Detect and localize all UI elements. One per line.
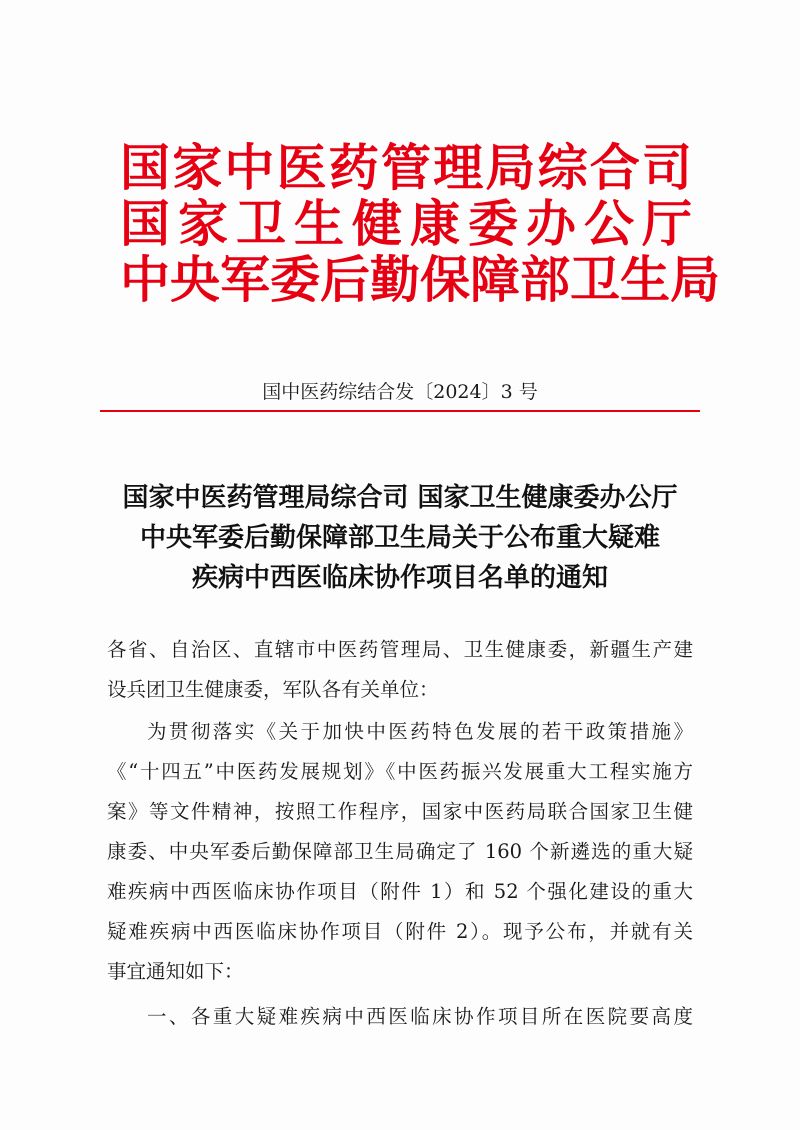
body-paragraph-line: 为贯彻落实《关于加快中医药特色发展的若干政策措施》 bbox=[147, 720, 693, 743]
body-paragraph-line: 疑难疾病中西医临床协作项目（附件 2）。现予公布，并就有关 bbox=[107, 920, 693, 943]
issuer-name-1: 国家中医药管理局综合司 bbox=[120, 138, 692, 197]
addressee-line-2: 设兵团卫生健康委，军队各有关单位： bbox=[107, 678, 439, 701]
issuer-name-2: 国家卫生健康委办公厅 bbox=[120, 194, 692, 253]
notice-title-line-3: 疾病中西医临床协作项目名单的通知 bbox=[191, 563, 608, 593]
body-paragraph-line: 康委、中央军委后勤保障部卫生局确定了 160 个新遴选的重大疑 bbox=[107, 840, 693, 863]
section-one-first-line: 一、各重大疑难疾病中西医临床协作项目所在医院要高度 bbox=[147, 1005, 693, 1028]
red-divider-line bbox=[100, 410, 700, 412]
body-paragraph-line: 难疾病中西医临床协作项目（附件 1）和 52 个强化建设的重大 bbox=[107, 880, 693, 903]
body-paragraph-line: 事宜通知如下： bbox=[107, 960, 244, 983]
notice-title-line-2: 中央军委后勤保障部卫生局关于公布重大疑难 bbox=[139, 523, 660, 553]
notice-title-line-1: 国家中医药管理局综合司 国家卫生健康委办公厅 bbox=[122, 483, 678, 513]
document-number: 国中医药综结合发〔2024〕3 号 bbox=[262, 381, 538, 403]
issuer-name-3: 中央军委后勤保障部卫生局 bbox=[120, 250, 720, 309]
addressee-line-1: 各省、自治区、直辖市中医药管理局、卫生健康委，新疆生产建 bbox=[107, 638, 693, 661]
body-paragraph-line: 案》等文件精神，按照工作程序，国家中医药局联合国家卫生健 bbox=[107, 800, 693, 823]
body-paragraph-line: 《“十四五”中医药发展规划》《中医药振兴发展重大工程实施方 bbox=[107, 760, 693, 783]
